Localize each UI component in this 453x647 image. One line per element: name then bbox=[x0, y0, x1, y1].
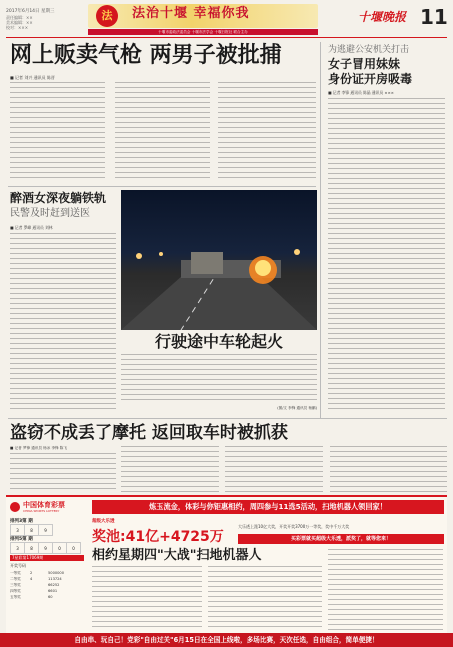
date-line: 2017年6月14日 星期三 bbox=[6, 9, 55, 14]
masthead bbox=[0, 0, 453, 38]
lottery-article-body bbox=[92, 566, 202, 630]
editor-line: 校对：××× bbox=[6, 25, 29, 30]
photo-headline: 行驶途中车轮起火 bbox=[154, 332, 283, 351]
prize-tier: 二等奖 bbox=[10, 577, 21, 581]
lottery-article-body bbox=[328, 549, 443, 630]
right-story bbox=[322, 44, 447, 417]
prize-count: 4 bbox=[30, 577, 33, 581]
prize-tier: 五等奖 bbox=[10, 595, 21, 599]
footer-banner bbox=[0, 633, 453, 647]
prize-count: 2 bbox=[30, 571, 33, 575]
lead-story-body bbox=[218, 82, 316, 180]
footer-slogan: 自由串、玩自己！党彩"自由过关"6月15日在全国上线啦，多场比赛，天次任选，自由组合，简单便捷！ bbox=[74, 636, 379, 644]
page-number: 11 bbox=[420, 5, 448, 29]
lottery-logo bbox=[10, 500, 88, 516]
prize-amount: 5000000 bbox=[48, 571, 65, 575]
photo-caption bbox=[121, 354, 317, 404]
lead-headline: 网上贩卖气枪 两男子被批捕 bbox=[10, 42, 282, 68]
emblem-icon: 法 bbox=[96, 5, 118, 27]
jackpot-value: 41亿+4725万 bbox=[125, 529, 224, 545]
prize-table bbox=[10, 570, 82, 600]
prize-amount: 66252 bbox=[48, 583, 60, 587]
jackpot-box bbox=[92, 526, 232, 544]
prize-amount: 6601 bbox=[48, 589, 58, 593]
promo-stripe: 买彩票就买超级大乐透，派奖了，就等您来！ bbox=[238, 534, 444, 544]
draw-label: 7星彩第17069期 bbox=[10, 555, 84, 561]
photo-caption-byline: (图/文 李锋 通讯员 杨鹏) bbox=[277, 406, 317, 410]
lead-byline: ■ 记者 刘兴 通讯员 陈晋 bbox=[10, 75, 55, 80]
slogan-text: 法治十堰 幸福你我 bbox=[132, 6, 250, 21]
right-story-body bbox=[328, 98, 445, 413]
theft-story-body bbox=[330, 446, 447, 493]
draw-label: 排列3第 期 bbox=[10, 519, 33, 524]
column-divider bbox=[320, 42, 321, 418]
lottery-center-name-en: CHINA SPORTS LOTTERY bbox=[23, 509, 60, 513]
table-row bbox=[10, 594, 82, 600]
lottery-banner: 炼玉流金，体彩与你钜惠相约，周四参与11选5活动，扫地机器人领回家！ bbox=[92, 500, 444, 514]
number-cell: 0 bbox=[67, 543, 81, 554]
left-story-title-line: 醉酒女深夜躺铁轨 bbox=[10, 191, 107, 205]
left-story-body bbox=[10, 233, 116, 413]
theft-story-body bbox=[225, 446, 323, 493]
number-cell: 8 bbox=[25, 543, 39, 554]
prize-tier: 四等奖 bbox=[10, 589, 21, 593]
sports-lottery-icon bbox=[10, 502, 20, 512]
right-story-title-line: 为逃避公安机关打击 bbox=[328, 45, 410, 55]
section-divider bbox=[8, 418, 447, 419]
right-story-title-line: 女子冒用妹妹 bbox=[328, 57, 401, 71]
promo-note: 大乐透上派10亿大奖，开奖开奖3700万一等奖，奖中千万大奖 bbox=[238, 524, 350, 529]
lottery-center-name: 中国体育彩票 bbox=[23, 501, 65, 509]
theft-story-body bbox=[10, 453, 116, 493]
draw-numbers bbox=[10, 542, 81, 554]
lottery-section bbox=[6, 495, 447, 633]
jackpot-label: 奖池: bbox=[92, 529, 126, 545]
fire-truck-photo bbox=[121, 190, 317, 330]
number-cell: 0 bbox=[53, 543, 67, 554]
theft-headline: 盗窃不成丢了摩托 返回取车时被抓获 bbox=[10, 423, 288, 443]
number-cell: 9 bbox=[39, 543, 53, 554]
lottery-article-body bbox=[208, 566, 322, 630]
masthead-divider bbox=[6, 37, 447, 38]
left-story-title-line: 民警及时赶到送医 bbox=[10, 208, 90, 219]
number-cell: 3 bbox=[11, 543, 25, 554]
right-story-byline: ■ 记者 李锋 通讯员 陈晶 通讯员 ××× bbox=[328, 90, 394, 95]
paper-name-logo: 十堰晚报 bbox=[358, 10, 407, 24]
slogan-subline: 十堰市委政法委员会 十堰市法学会 十堰日报社 联合主办 bbox=[88, 29, 318, 35]
editor-line: 美术编辑：×× bbox=[6, 20, 33, 25]
prize-tier: 三等奖 bbox=[10, 583, 21, 587]
number-cell: 9 bbox=[39, 525, 53, 536]
number-cell: 8 bbox=[25, 525, 39, 536]
prize-amount: 113724 bbox=[48, 577, 62, 581]
right-story-title-line: 身份证开房吸毒 bbox=[328, 72, 413, 86]
editor-line: 责任编辑：×× bbox=[6, 15, 33, 20]
slogan-banner bbox=[88, 4, 318, 28]
lead-story-body bbox=[10, 82, 105, 180]
lottery-article-headline: 相约星期四"大战"扫地机器人 bbox=[92, 548, 262, 563]
theft-story-body bbox=[121, 446, 219, 493]
number-cell: 3 bbox=[11, 525, 25, 536]
prize-amount: 60 bbox=[48, 595, 53, 599]
theft-byline: ■ 记者 罗锋 通讯员 杨冰 李锋 陈飞 bbox=[10, 446, 67, 450]
lead-story-body bbox=[115, 82, 210, 180]
night-road-illustration bbox=[121, 190, 317, 330]
prize-tier: 一等奖 bbox=[10, 571, 21, 575]
section-divider bbox=[8, 186, 316, 187]
jackpot-tag: 超级大乐透 bbox=[92, 519, 115, 524]
prize-table-header: 开奖号码 bbox=[10, 563, 26, 568]
draw-numbers bbox=[10, 524, 53, 536]
draw-label: 排列5第 期 bbox=[10, 537, 33, 542]
left-story-byline: ■ 记者 罗峰 通讯员 刘林 bbox=[10, 225, 53, 230]
